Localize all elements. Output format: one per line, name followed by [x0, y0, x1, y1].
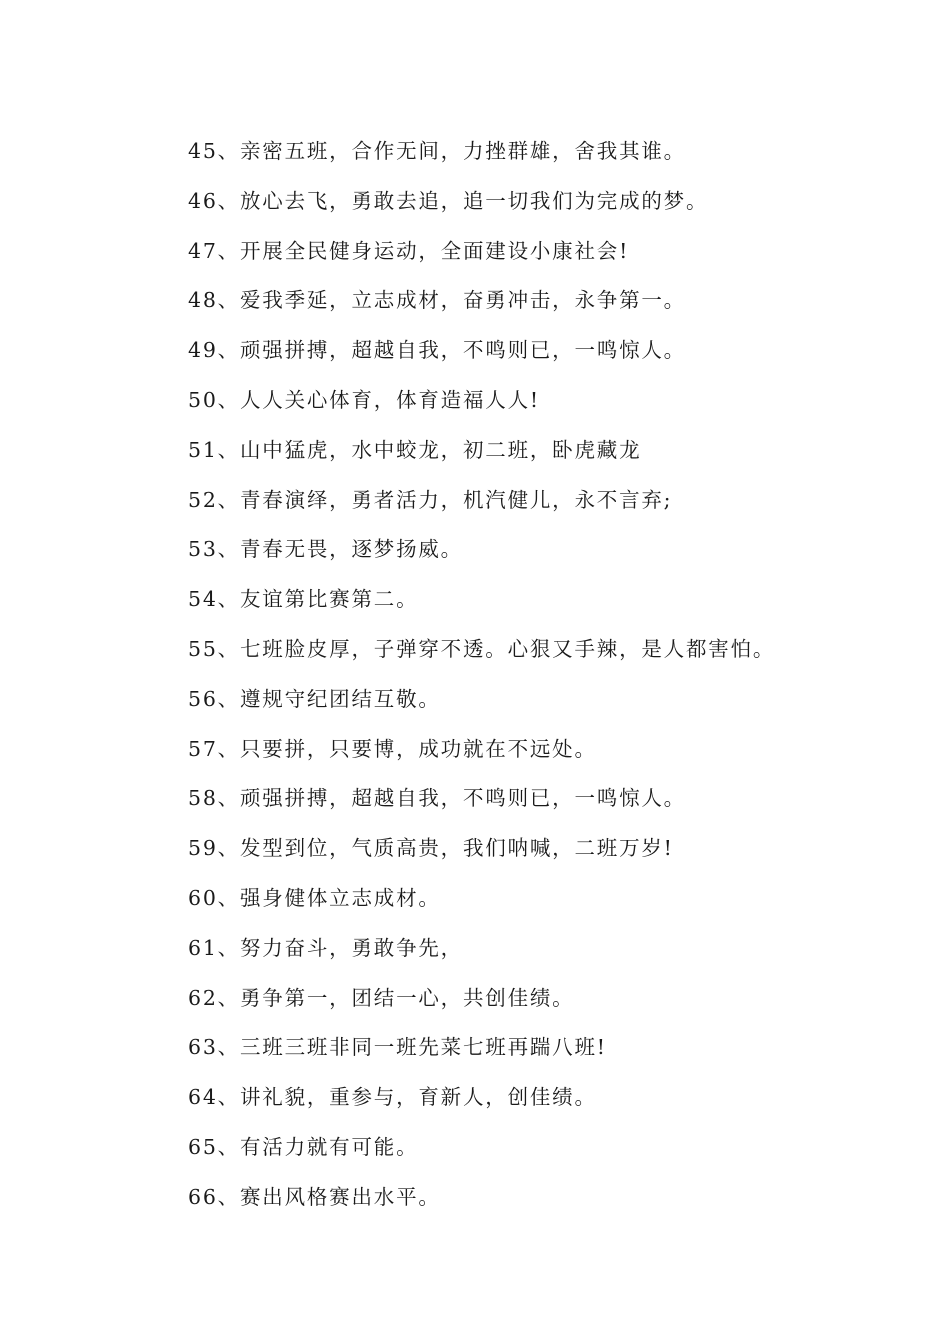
slogan-line-51: 51、山中猛虎，水中蛟龙，初二班，卧虎藏龙	[188, 437, 642, 462]
slogan-line-62: 62、勇争第一，团结一心，共创佳绩。	[188, 985, 575, 1010]
slogan-line-47: 47、开展全民健身运动，全面建设小康社会!	[188, 238, 630, 263]
slogan-line-58: 58、顽强拼搏，超越自我，不鸣则已，一鸣惊人。	[188, 786, 686, 811]
slogan-line-50: 50、人人关心体育，体育造福人人!	[188, 387, 540, 412]
slogan-line-55: 55、七班脸皮厚，子弹穿不透。心狠又手辣，是人都害怕。	[188, 636, 776, 661]
slogan-list	[188, 133, 775, 1229]
slogan-line-61: 61、努力奋斗，勇敢争先，	[188, 935, 463, 960]
slogan-line-64: 64、讲礼貌，重参与，育新人，创佳绩。	[188, 1085, 597, 1110]
slogan-line-45: 45、亲密五班，合作无间，力挫群雄，舍我其谁。	[188, 139, 686, 163]
slogan-line-54: 54、友谊第比赛第二。	[188, 587, 419, 612]
slogan-line-63: 63、三班三班非同一班先菜七班再踹八班!	[188, 1035, 607, 1060]
slogan-line-53: 53、青春无畏，逐梦扬威。	[188, 537, 463, 562]
slogan-line-60: 60、强身健体立志成材。	[188, 885, 441, 910]
slogan-line-49: 49、顽强拼搏，超越自我，不鸣则已，一鸣惊人。	[188, 338, 686, 363]
slogan-line-56: 56、遵规守纪团结互敬。	[188, 686, 441, 711]
slogan-line-65: 65、有活力就有可能。	[188, 1134, 419, 1159]
slogan-line-59: 59、发型到位，气质高贵，我们呐喊，二班万岁!	[188, 836, 674, 861]
slogan-line-57: 57、只要拼，只要博，成功就在不远处。	[188, 736, 597, 761]
slogan-line-52: 52、青春演绎，勇者活力，机汽健儿，永不言弃;	[188, 487, 673, 512]
slogan-line-66: 66、赛出风格赛出水平。	[188, 1184, 441, 1209]
slogan-line-46: 46、放心去飞，勇敢去追，追一切我们为完成的梦。	[188, 188, 709, 213]
slogan-line-48: 48、爱我季延，立志成材，奋勇冲击，永争第一。	[188, 288, 686, 313]
